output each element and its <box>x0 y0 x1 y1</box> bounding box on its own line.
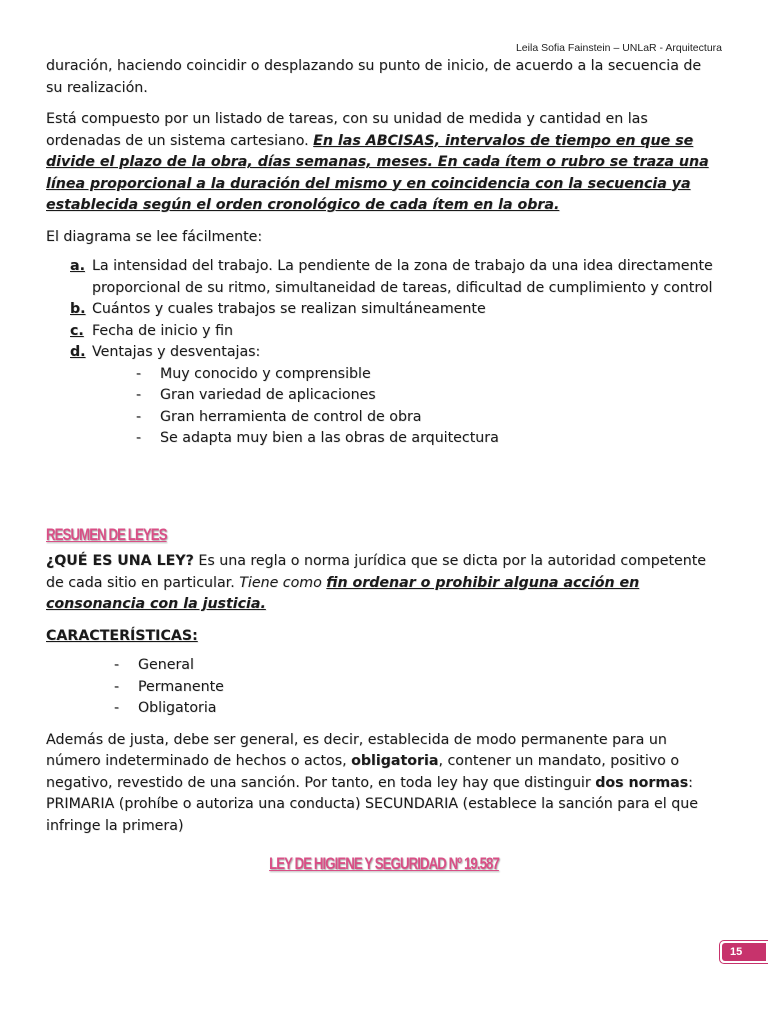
question-text: ¿QUÉ ES UNA LEY? <box>46 553 194 569</box>
list-marker: b. <box>70 301 86 317</box>
page-number: 15 <box>722 943 766 961</box>
paragraph-ley-definition <box>46 551 722 616</box>
caracteristicas-heading: CARACTERÍSTICAS: <box>46 627 198 644</box>
paragraph-text: : PRIMARIA (prohíbe o autoriza una conducta) SECUNDARIA (establece la sanción para el que infringe la primera) <box>46 774 698 834</box>
list-item <box>70 321 722 343</box>
section-heading-ley-higiene-seguridad: LEY DE HIGIENE Y SEGURIDAD Nº 19.587 <box>269 854 499 873</box>
list-item-text: Fecha de inicio y fin <box>92 322 233 339</box>
list-item: - Se adapta muy bien a las obras de arquitectura <box>136 428 722 450</box>
list-item-text: Ventajas y desventajas: <box>92 344 261 360</box>
paragraph-gantt-description <box>46 109 722 217</box>
paragraph-ley-details <box>46 730 722 838</box>
list-item <box>70 256 722 299</box>
list-item-text: Cuántos y cuales trabajos se realizan simultáneamente <box>92 301 486 317</box>
page-number-badge <box>719 940 768 964</box>
list-item: - Permanente <box>114 677 722 699</box>
lettered-list <box>46 256 722 450</box>
page-header: Leila Sofia Fainstein – UNLaR - Arquitectura <box>515 42 722 54</box>
caracteristicas-list <box>46 655 722 720</box>
list-item: - Muy conocido y comprensible <box>136 364 722 386</box>
list-marker: a. <box>70 258 85 274</box>
list-item <box>70 342 722 450</box>
ventajas-list <box>92 364 722 450</box>
emphasized-text: En las ABCISAS, intervalos de tiempo en que se divide el plazo de la obra, días semanas, meses. En cada ítem o rubro se traza una línea proporcional a la duración del mismo y en coincidencia con la secuencia ya establecida según el orden cronológico de cada ítem en la obra. <box>46 132 709 213</box>
paragraph-intro: duración, haciendo coincidir o desplazando su punto de inicio, de acuerdo a la secuencia de su realización. <box>46 58 702 96</box>
bold-text: dos normas <box>595 774 689 791</box>
emphasized-period: . <box>260 596 266 612</box>
list-marker: d. <box>70 344 86 360</box>
paragraph-text: , contener un mandato, positivo o negativo, revestido de una sanción. Por tanto, en toda ley hay que distinguir <box>46 753 680 791</box>
paragraph-text: Es una regla o norma jurídica que se dicta por la autoridad competente de cada sitio en particular. <box>46 553 707 591</box>
list-item: - Gran variedad de aplicaciones <box>136 385 722 407</box>
italic-text: Tiene como <box>239 574 327 591</box>
document-body <box>46 56 722 875</box>
list-item <box>70 299 722 321</box>
list-item-text: La intensidad del trabajo. La pendiente de la zona de trabajo da una idea directamente proporcional de su ritmo, simultaneidad de tareas, dificultad de cumplimiento y control <box>92 258 713 296</box>
list-item: - Gran herramienta de control de obra <box>136 407 722 429</box>
list-marker: c. <box>70 322 84 339</box>
emphasized-text: fin ordenar o prohibir alguna acción en consonancia con la justicia <box>46 574 640 612</box>
list-item: - Obligatoria <box>114 698 722 720</box>
section-heading-resumen-de-leyes: RESUMEN DE LEYES <box>46 524 167 544</box>
bold-text: obligatoria <box>351 753 439 769</box>
paragraph-diagram-reading: El diagrama se lee fácilmente: <box>46 228 263 245</box>
paragraph-text: Además de justa, debe ser general, es decir, establecida de modo permanente para un número indeterminado de hechos o actos, <box>46 731 667 769</box>
paragraph-text: Está compuesto por un listado de tareas, con su unidad de medida y cantidad en las ordenadas de un sistema cartesiano. <box>46 111 648 149</box>
list-item: - General <box>114 655 722 677</box>
